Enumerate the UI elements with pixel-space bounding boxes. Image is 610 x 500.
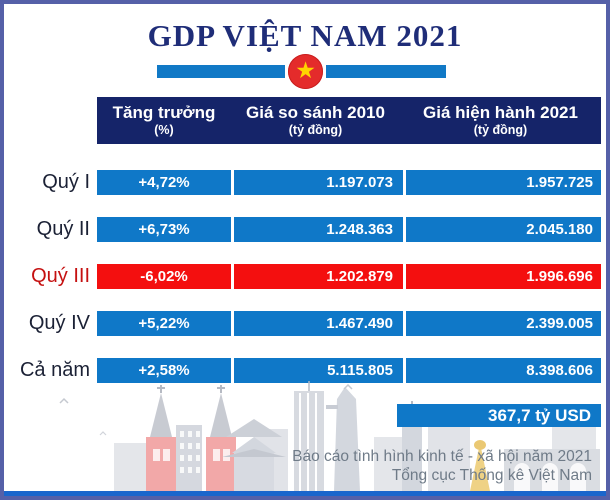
growth-cell: +6,73%	[97, 217, 231, 242]
table-row-q3-highlighted	[4, 264, 606, 289]
column-header-growth	[97, 97, 231, 144]
growth-cell: -6,02%	[97, 264, 231, 289]
gdp-2021-cell: 1.996.696	[406, 264, 601, 289]
column-header-gdp-2021	[400, 97, 601, 144]
gdp-2010-cell: 1.467.490	[234, 311, 403, 336]
table-row-q2	[4, 217, 606, 242]
gdp-2021-cell: 1.957.725	[406, 170, 601, 195]
usd-total-bar: 367,7 tỷ USD	[397, 404, 601, 427]
growth-cell: +5,22%	[97, 311, 231, 336]
gdp-2010-cell: 5.115.805	[234, 358, 403, 383]
source-line-2: Tổng cục Thống kê Việt Nam	[391, 467, 592, 484]
growth-cell: +2,58%	[97, 358, 231, 383]
column-header-label: Giá hiện hành 2021	[423, 103, 578, 122]
table-header	[97, 97, 601, 144]
column-header-unit: (%)	[154, 123, 174, 137]
growth-cell: +4,72%	[97, 170, 231, 195]
column-header-unit: (tỷ đồng)	[288, 123, 343, 137]
row-label: Quý I	[42, 171, 90, 193]
row-label: Quý IV	[28, 312, 90, 334]
gdp-2021-cell: 8.398.606	[406, 358, 601, 383]
source-line-1: Báo cáo tình hình kinh tế - xã hội năm 2021	[292, 448, 592, 465]
gdp-2010-cell: 1.248.363	[234, 217, 403, 242]
page-title: GDP VIỆT NAM 2021	[147, 18, 463, 53]
content-area	[4, 4, 606, 496]
gdp-2021-cell: 2.399.005	[406, 311, 601, 336]
source-note	[292, 447, 592, 485]
title-underline-right	[326, 65, 446, 78]
column-header-label: Giá so sánh 2010	[246, 103, 385, 122]
column-header-label: Tăng trưởng	[112, 103, 216, 122]
vietnam-flag-emblem	[288, 54, 323, 89]
gdp-2021-cell: 2.045.180	[406, 217, 601, 242]
table-row-q4	[4, 311, 606, 336]
vietnam-flag-star-icon: ★	[295, 57, 316, 83]
column-header-unit: (tỷ đồng)	[473, 123, 528, 137]
gdp-2010-cell: 1.202.879	[234, 264, 403, 289]
title-underline-left	[157, 65, 285, 78]
bottom-accent-strip	[4, 491, 606, 496]
row-label: Quý II	[36, 218, 90, 240]
table-row-q1	[4, 170, 606, 195]
row-label: Cả năm	[19, 359, 90, 381]
gdp-2010-cell: 1.197.073	[234, 170, 403, 195]
column-header-gdp-2010	[231, 97, 400, 144]
row-label: Quý III	[31, 265, 90, 287]
